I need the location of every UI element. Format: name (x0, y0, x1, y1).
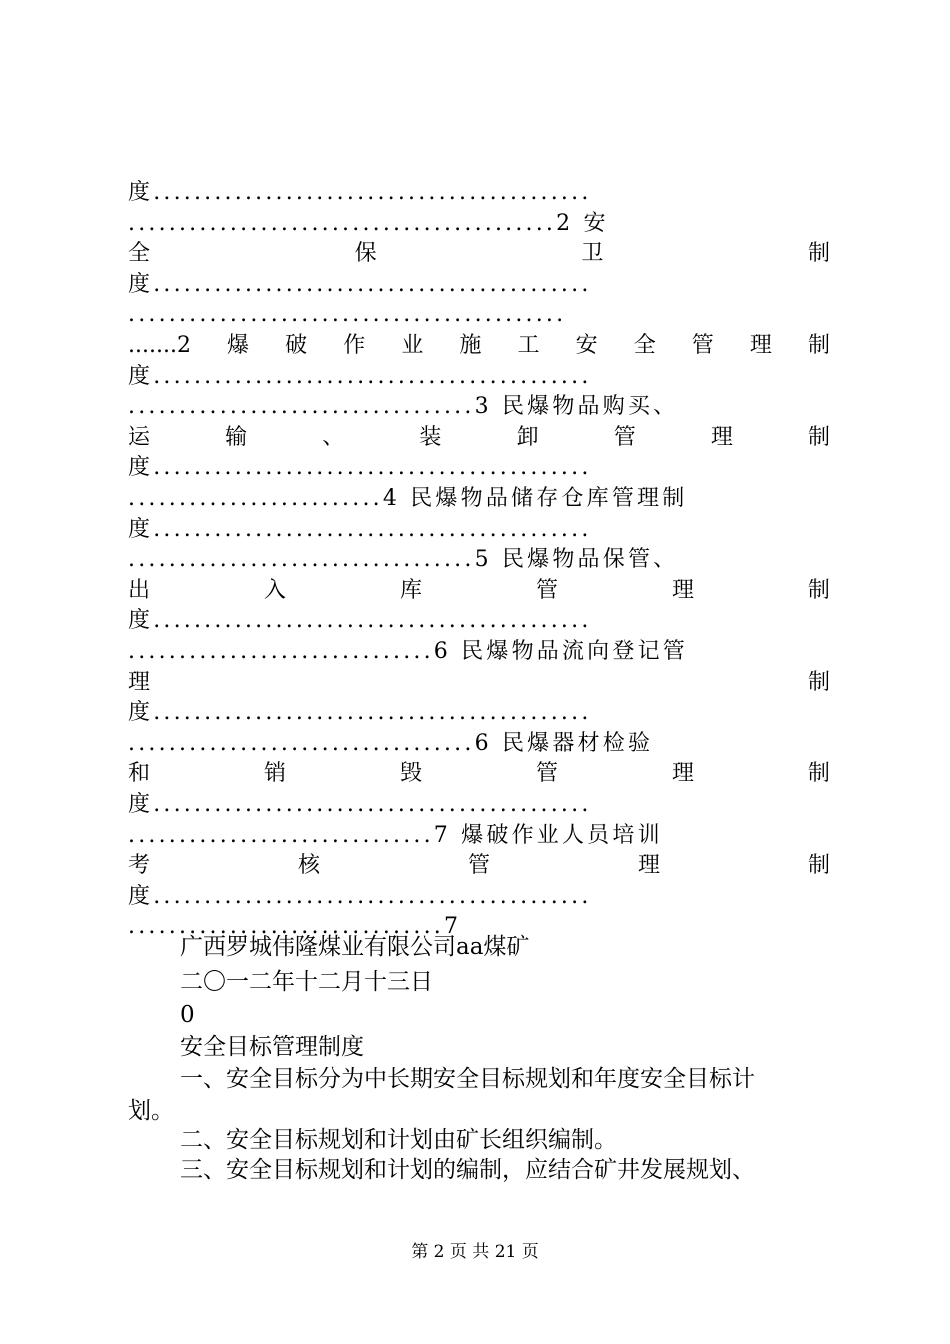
toc-word: 管 (467, 853, 490, 879)
toc-word: 爆 (227, 333, 250, 358)
toc-word: 保 (354, 241, 377, 267)
toc-line: ..............................6 民爆物品流向登记管 (128, 639, 688, 664)
toc-line: ..................................3 民爆物品购买、 (128, 394, 679, 420)
toc-line (128, 668, 830, 698)
toc-line (128, 239, 830, 269)
toc-word: 、 (322, 424, 345, 450)
toc-word: 全 (128, 241, 151, 267)
toc-line (128, 331, 830, 361)
toc-word: 理 (749, 333, 772, 358)
toc-word: 全 (633, 333, 656, 358)
toc-word: 安 (575, 333, 598, 358)
paragraph-1-line-1: 一、安全目标分为中长期安全目标规划和年度安全目标计 (180, 1066, 755, 1092)
toc-line: ...............................7 (128, 914, 462, 940)
toc-line: ..................................6 民爆器材检验 (128, 730, 654, 756)
toc-line: 度........................................... (128, 792, 592, 817)
toc-word: 理 (128, 669, 151, 695)
toc-word: 管 (691, 333, 714, 358)
toc-word: 制 (807, 853, 830, 879)
page-footer: 第 2 页 共 21 页 (411, 1242, 539, 1262)
toc-word: 业 (401, 333, 424, 358)
toc-line: .........................4 民爆物品储存仓库管理制 (128, 486, 688, 511)
toc-word: 入 (263, 577, 286, 603)
toc-word: 和 (128, 761, 151, 787)
toc-line: 度........................................... (128, 455, 592, 481)
toc-word: 运 (128, 424, 151, 450)
toc-word: 作 (343, 333, 366, 358)
page-marker: 0 (180, 1002, 195, 1028)
toc-line: 度........................................... (128, 608, 592, 634)
paragraph-3: 三、安全目标规划和计划的编制，应结合矿井发展规划、 (180, 1157, 755, 1183)
toc-line: ..............................7 爆破作业人员培训 (128, 822, 663, 848)
toc-line: ........................................... (128, 302, 567, 328)
toc-line (128, 759, 830, 789)
section-title: 安全目标管理制度 (180, 1034, 364, 1060)
toc-line: ..................................5 民爆物品保管、 (128, 547, 679, 573)
toc-word: 制 (807, 241, 830, 267)
toc-word: 出 (128, 577, 151, 603)
toc-word: 销 (263, 761, 286, 787)
toc-word: 核 (297, 853, 320, 879)
toc-word: 管 (535, 761, 558, 787)
toc-line (128, 576, 830, 606)
toc-line: 度........................................... (128, 516, 592, 542)
toc-word: 理 (710, 424, 733, 450)
toc-word: 卸 (516, 424, 539, 450)
paragraph-2: 二、安全目标规划和计划由矿长组织编制。 (180, 1127, 617, 1153)
toc-line (128, 851, 830, 881)
toc-line: 度........................................... (128, 883, 592, 909)
toc-line (128, 423, 830, 453)
toc-word: 管 (613, 424, 636, 450)
company-name: 广西罗城伟隆煤业有限公司aa煤矿 (180, 934, 530, 960)
toc-word: 装 (419, 424, 442, 450)
toc-word: 破 (285, 333, 308, 358)
toc-line: 度........................................... (128, 700, 592, 726)
toc-word: 施 (459, 333, 482, 358)
toc-word: 考 (128, 853, 151, 879)
toc-word: 卫 (581, 241, 604, 267)
toc-word: 毁 (399, 761, 422, 787)
document-date: 二〇一二年十二月十三日 (180, 969, 433, 995)
toc-word: 制 (807, 424, 830, 450)
toc-word: 制 (807, 761, 830, 787)
toc-line: ..........................................2 安 (128, 210, 609, 236)
toc-word: 管 (535, 577, 558, 603)
toc-word: 制 (807, 333, 830, 358)
toc-word: 理 (671, 761, 694, 787)
toc-word: 制 (807, 577, 830, 603)
toc-word: 理 (637, 853, 660, 879)
toc-word: 输 (225, 424, 248, 450)
toc-word: .......2 (128, 333, 191, 358)
toc-word: 制 (807, 669, 830, 695)
toc-word: 库 (399, 577, 422, 603)
toc-line: 度........................................... (128, 363, 592, 389)
toc-word: 工 (517, 333, 540, 358)
toc-word: 理 (671, 577, 694, 603)
toc-line: 度........................................... (128, 271, 592, 297)
toc-line: 度........................................... (128, 180, 592, 205)
paragraph-1-line-2: 划。 (128, 1098, 174, 1124)
